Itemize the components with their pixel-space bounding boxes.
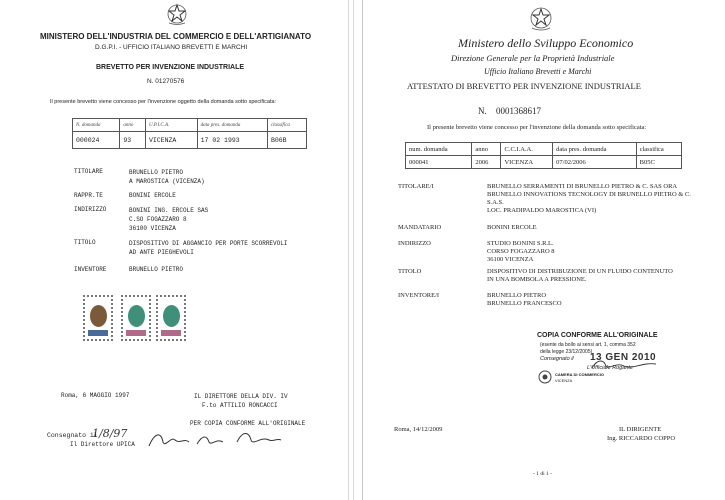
stamp-band xyxy=(161,330,181,336)
page-edge xyxy=(353,0,354,500)
stamp-portrait xyxy=(128,305,145,327)
office-header: Ufficio Italiano Brevetti e Marchi xyxy=(484,67,592,76)
chamber-of-commerce: CAMERA DI COMMERCIO xyxy=(555,372,604,377)
handwritten-signature xyxy=(590,356,660,372)
issue-date: Roma, 6 MAGGIO 1997 xyxy=(61,392,130,399)
officer-label: L'Ufficiale Rogante xyxy=(587,365,633,371)
table-cell: VICENZA xyxy=(501,156,553,169)
table-cell: 2006 xyxy=(472,156,501,169)
ministry-header: Ministero dello Sviluppo Economico xyxy=(458,36,634,50)
field-label: INDIRIZZO xyxy=(398,240,431,247)
certified-copy-title: COPIA CONFORME ALL'ORIGINALE xyxy=(537,332,658,339)
field-label: INVENTORE xyxy=(74,266,107,273)
field-label: TITOLO xyxy=(74,239,96,246)
revenue-stamp xyxy=(83,295,113,341)
director-name: F.to ATTILIO RONCACCI xyxy=(202,402,278,409)
field-value: BRUNELLO PIETRO A MAROSTICA (VICENZA) xyxy=(129,169,205,185)
field-label: TITOLARE xyxy=(74,168,103,175)
stamp-band xyxy=(126,330,146,336)
table-header: anno xyxy=(472,143,501,156)
field-value: BONINI ING. ERCOLE SAS C.SO FOGAZZARO 8 36100 VICENZA xyxy=(129,207,209,232)
table-header: C.C.I.A.A. xyxy=(501,143,553,156)
table-cell: 000041 xyxy=(406,156,472,169)
intro-text: Il presente brevetto viene concesso per l'invenzione della domanda sotto specificata: xyxy=(427,124,647,131)
handwritten-signature xyxy=(145,428,285,452)
stamp-portrait xyxy=(90,305,107,327)
upica-director-label: Il Direttore UPICA xyxy=(70,441,135,448)
field-label: RAPPR.TE xyxy=(74,192,103,199)
direction-header: Direzione Generale per la Proprietà Industriale xyxy=(451,53,615,63)
field-label: MANDATARIO xyxy=(398,224,442,231)
revenue-stamp xyxy=(121,295,151,341)
chamber-city: VICENZA xyxy=(555,378,573,383)
page-edge xyxy=(362,0,363,500)
patent-number: 0001368617 xyxy=(496,106,541,116)
signer-title: IL DIRIGENTE xyxy=(619,426,662,433)
field-value: DISPOSITIVO DI DISTRIBUZIONE DI UN FLUIDO CONTENUTO IN UNA BOMBOLA A PRESSIONE. xyxy=(487,268,673,283)
signer-name: Ing. RICCARDO COPPO xyxy=(607,435,676,442)
page-number: - 1 di 1 - xyxy=(533,471,552,477)
table-header: classifica xyxy=(267,119,306,132)
stamp-band xyxy=(88,330,108,336)
table-header: num. domanda xyxy=(406,143,472,156)
page-edge xyxy=(348,0,349,500)
field-value: STUDIO BONINI S.R.L. CORSO FOGAZZARO 8 36100 VICENZA xyxy=(487,240,555,263)
certified-copy-note: della legge 23/12/2005) xyxy=(540,349,593,355)
italian-emblem-icon xyxy=(166,2,188,26)
table-header: N. domanda xyxy=(73,119,120,132)
ministry-header: MINISTERO DELL'INDUSTRIA DEL COMMERCIO E DELL'ARTIGIANATO xyxy=(40,32,312,41)
table-cell: 93 xyxy=(120,132,146,149)
revenue-stamp xyxy=(156,295,186,341)
table-cell: 07/02/2006 xyxy=(553,156,636,169)
field-label: INVENTORE/I xyxy=(398,292,440,299)
intro-text: Il presente brevetto viene concesso per l'invenzione oggetto della domanda sotto specificata: xyxy=(50,99,277,105)
table-header: U.P.I.C.A. xyxy=(145,119,197,132)
copy-note: PER COPIA CONFORME ALL'ORIGINALE xyxy=(190,420,306,427)
table-row xyxy=(406,156,682,169)
field-value: DISPOSITIVO DI AGGANCIO PER PORTE SCORREVOLI AD ANTE PIEGHEVOLI xyxy=(129,240,288,256)
table-cell: B05C xyxy=(636,156,681,169)
date-stamp: 13 GEN 2010 xyxy=(590,352,657,363)
delivered-date-handwritten: 1/8/97 xyxy=(92,427,128,440)
registration-table xyxy=(405,142,682,169)
field-value: BRUNELLO PIETRO xyxy=(129,266,184,273)
right-patent-document xyxy=(362,0,725,500)
table-cell: 17 02 1993 xyxy=(197,132,267,149)
table-cell: VICENZA xyxy=(145,132,197,149)
table-header: data pres. domanda xyxy=(197,119,267,132)
table-row xyxy=(73,132,307,149)
field-label: INDIRIZZO xyxy=(74,206,107,213)
table-header-row xyxy=(73,119,307,132)
patent-number-label: N. xyxy=(478,106,487,116)
document-title: BREVETTO PER INVENZIONE INDUSTRIALE xyxy=(96,64,245,71)
certified-copy-note: (esente da bollo ai sensi art. 1, comma 352 xyxy=(540,342,636,348)
left-patent-document xyxy=(0,0,362,500)
delivered-label: Consegnato il xyxy=(540,356,574,362)
table-header-row xyxy=(406,143,682,156)
table-header: data pres. domanda xyxy=(553,143,636,156)
delivered-label: Consegnato il xyxy=(47,432,98,439)
issue-date: Roma, 14/12/2009 xyxy=(394,426,443,433)
field-value: BRUNELLO SERRAMENTI DI BRUNELLO PIETRO & C. SAS ORA BRUNELLO INNOVATIONS TECNOLOGY DI BRUNELLO PIETRO & C. S.A.S. LOC. PRADIPALDO MAROSTICA (VI) xyxy=(487,183,691,214)
field-value: BRUNELLO PIETRO BRUNELLO FRANCESCO xyxy=(487,292,562,307)
office-header: D.G.P.I. - UFFICIO ITALIANO BREVETTI E MARCHI xyxy=(95,44,248,51)
italian-emblem-icon xyxy=(529,6,553,32)
stamp-portrait xyxy=(163,305,180,327)
field-label: TITOLARE/I xyxy=(398,183,434,190)
patent-number: N. 01270576 xyxy=(147,78,185,85)
chamber-seal-icon xyxy=(538,370,552,384)
table-cell: B06B xyxy=(267,132,306,149)
table-cell: 000024 xyxy=(73,132,120,149)
field-value: BONINI ERCOLE xyxy=(129,192,176,199)
document-title: ATTESTATO DI BREVETTO PER INVENZIONE INDUSTRIALE xyxy=(407,81,641,91)
field-value: BONINI ERCOLE xyxy=(487,224,537,231)
table-header: classifica xyxy=(636,143,681,156)
table-header: anno xyxy=(120,119,146,132)
registration-table xyxy=(72,118,307,149)
field-label: TITOLO xyxy=(398,268,422,275)
director-title: IL DIRETTORE DELLA DIV. IV xyxy=(194,393,288,400)
